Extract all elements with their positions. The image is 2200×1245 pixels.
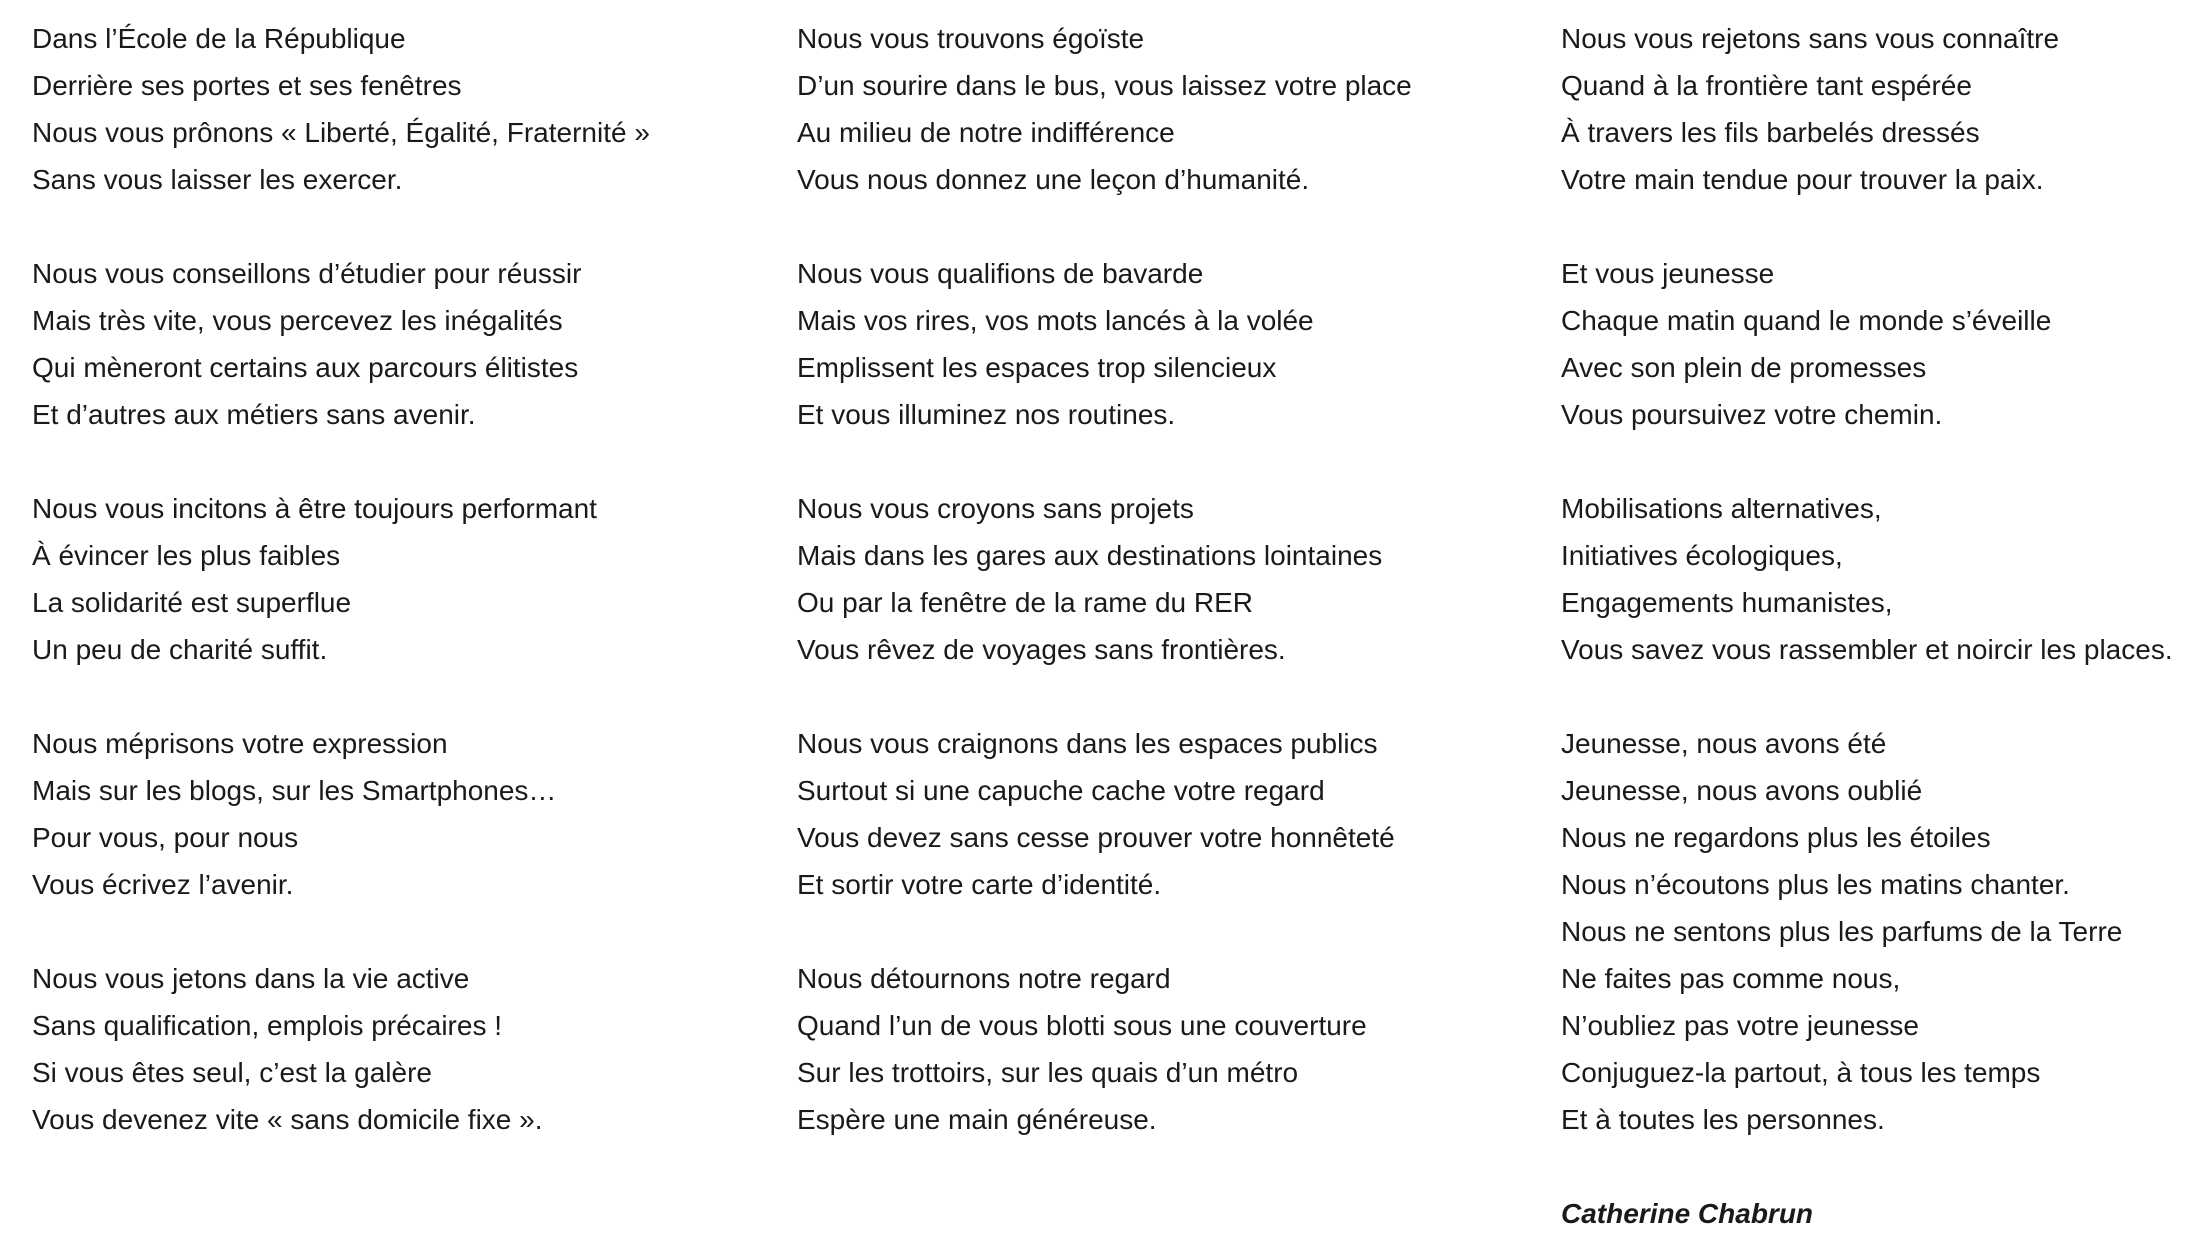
stanza — [1561, 485, 2197, 673]
poem-line: Espère une main généreuse. — [797, 1104, 1157, 1135]
poem-line: Nous vous rejetons sans vous connaître — [1561, 23, 2060, 54]
stanza — [797, 250, 1477, 438]
poem-line: Nous vous prônons « Liberté, Égalité, Fraternité » — [32, 117, 650, 148]
poem-line: Sans qualification, emplois précaires ! — [32, 1010, 503, 1041]
poem-line: Mais vos rires, vos mots lancés à la volée — [797, 305, 1314, 336]
poem-line: Au milieu de notre indifférence — [797, 117, 1175, 148]
poem-line: Et vous illuminez nos routines. — [797, 399, 1176, 430]
poem-line: Nous vous jetons dans la vie active — [32, 963, 470, 994]
poem-line: Si vous êtes seul, c’est la galère — [32, 1057, 432, 1088]
poem-line: À travers les fils barbelés dressés — [1561, 117, 1980, 148]
poem-line: Derrière ses portes et ses fenêtres — [32, 70, 462, 101]
poem-line: Initiatives écologiques, — [1561, 540, 1843, 571]
poem-line: Vous devenez vite « sans domicile fixe ». — [32, 1104, 543, 1135]
poem-line: Conjuguez-la partout, à tous les temps — [1561, 1057, 2041, 1088]
poem-line: Vous poursuivez votre chemin. — [1561, 399, 1943, 430]
stanza — [32, 720, 712, 908]
poem-line: Chaque matin quand le monde s’éveille — [1561, 305, 2052, 336]
poem-line: Qui mèneront certains aux parcours élitistes — [32, 352, 579, 383]
poem-line: À évincer les plus faibles — [32, 540, 341, 571]
poem-line: Nous détournons notre regard — [797, 963, 1171, 994]
stanza — [1561, 15, 2197, 203]
poem-line: Vous devez sans cesse prouver votre honnêteté — [797, 822, 1395, 853]
poem-line: Votre main tendue pour trouver la paix. — [1561, 164, 2044, 195]
stanza — [797, 720, 1477, 908]
poem-line: Vous nous donnez une leçon d’humanité. — [797, 164, 1310, 195]
poem-line: Vous savez vous rassembler et noircir les places. — [1561, 634, 2173, 665]
poem-line: Nous vous qualifions de bavarde — [797, 258, 1204, 289]
poem-line: Nous vous conseillons d’étudier pour réussir — [32, 258, 582, 289]
poem-line: Surtout si une capuche cache votre regard — [797, 775, 1325, 806]
poem-line: Avec son plein de promesses — [1561, 352, 1927, 383]
stanza — [32, 485, 712, 673]
poem-line: Nous méprisons votre expression — [32, 728, 448, 759]
author-holder — [1561, 1190, 2197, 1237]
stanza — [1561, 720, 2197, 1143]
poem-line: La solidarité est superflue — [32, 587, 352, 618]
poem-line: Sans vous laisser les exercer. — [32, 164, 403, 195]
poem-line: Ou par la fenêtre de la rame du RER — [797, 587, 1254, 618]
poem-line: Et vous jeunesse — [1561, 258, 1775, 289]
poem-line: Nous vous croyons sans projets — [797, 493, 1194, 524]
poem-line: Vous rêvez de voyages sans frontières. — [797, 634, 1286, 665]
poem-line: N’oubliez pas votre jeunesse — [1561, 1010, 1919, 1041]
poem-line: Nous ne sentons plus les parfums de la Terre — [1561, 916, 2123, 947]
poem-line: Sur les trottoirs, sur les quais d’un métro — [797, 1057, 1299, 1088]
poem-line: Emplissent les espaces trop silencieux — [797, 352, 1277, 383]
poem-line: Ne faites pas comme nous, — [1561, 963, 1901, 994]
stanza — [797, 15, 1477, 203]
poem-line: Engagements humanistes, — [1561, 587, 1893, 618]
poem-line: Mais dans les gares aux destinations lointaines — [797, 540, 1383, 571]
poem-line: Jeunesse, nous avons été — [1561, 728, 1887, 759]
poem-line: Quand l’un de vous blotti sous une couverture — [797, 1010, 1367, 1041]
stanza — [32, 955, 712, 1143]
poem-line: Nous ne regardons plus les étoiles — [1561, 822, 1991, 853]
poem-line: D’un sourire dans le bus, vous laissez votre place — [797, 70, 1412, 101]
stanza — [32, 15, 712, 203]
poem-line: Un peu de charité suffit. — [32, 634, 328, 665]
poem-line: Et d’autres aux métiers sans avenir. — [32, 399, 476, 430]
poem-line: Mais très vite, vous percevez les inégalités — [32, 305, 563, 336]
stanza — [1561, 250, 2197, 438]
stanza — [32, 250, 712, 438]
poem-line: Mobilisations alternatives, — [1561, 493, 1882, 524]
poem-line: Pour vous, pour nous — [32, 822, 299, 853]
poem-column-1 — [32, 15, 712, 1190]
poem-line: Dans l’École de la République — [32, 23, 406, 54]
poem-column-3 — [1561, 15, 2197, 1237]
poem-author: Catherine Chabrun — [1561, 1198, 1814, 1229]
poem-line: Nous vous incitons à être toujours performant — [32, 493, 597, 524]
poem-line: Et à toutes les personnes. — [1561, 1104, 1885, 1135]
stanza — [797, 955, 1477, 1143]
poem-line: Nous vous trouvons égoïste — [797, 23, 1145, 54]
poem-column-2 — [797, 15, 1477, 1190]
poem-line: Jeunesse, nous avons oublié — [1561, 775, 1923, 806]
poem-line: Et sortir votre carte d’identité. — [797, 869, 1162, 900]
poem-line: Quand à la frontière tant espérée — [1561, 70, 1972, 101]
poem-line: Nous n’écoutons plus les matins chanter. — [1561, 869, 2070, 900]
poem-line: Nous vous craignons dans les espaces publics — [797, 728, 1378, 759]
poem-line: Vous écrivez l’avenir. — [32, 869, 294, 900]
poem-line: Mais sur les blogs, sur les Smartphones… — [32, 775, 557, 806]
stanza — [797, 485, 1477, 673]
